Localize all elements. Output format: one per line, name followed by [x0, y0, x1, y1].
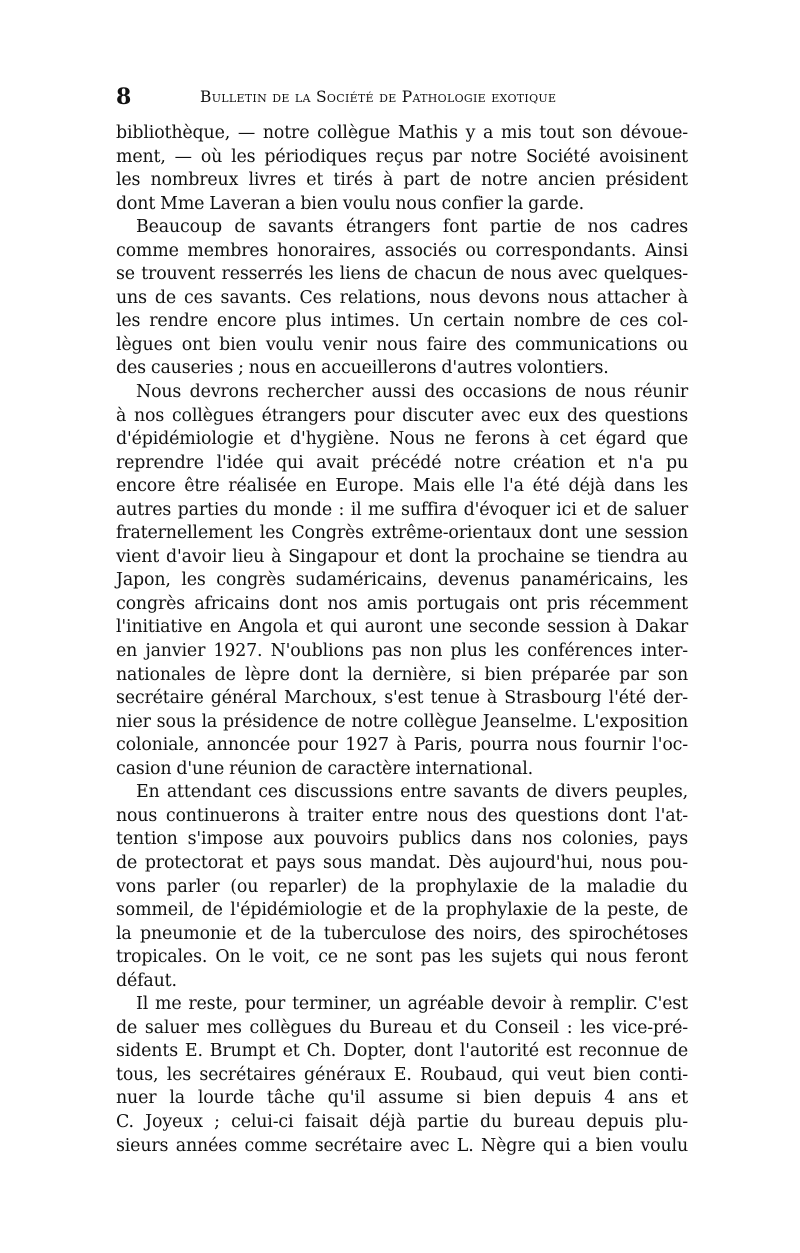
text-line: autres parties du monde : il me suffira d'évoquer ici et de saluer [116, 499, 688, 520]
text-line: bibliothèque, — notre collègue Mathis y a mis tout son dévoue- [116, 123, 688, 143]
text-line: vons parler (ou reparler) de la prophylaxie de la maladie du [116, 876, 688, 897]
text-line: sidents E. Brumpt et Ch. Dopter, dont l'autorité est reconnue de [116, 1041, 688, 1062]
text-line: dont Mme Laveran a bien voulu nous confier la garde. [116, 193, 584, 214]
text-line: coloniale, annoncée pour 1927 à Paris, pourra nous fournir l'oc- [116, 735, 688, 756]
text-line: défaut. [116, 970, 177, 991]
text-line: comme membres honoraires, associés ou correspondants. Ainsi [116, 240, 688, 261]
text-line: se trouvent resserrés les liens de chacun de nous avec quelques- [116, 264, 688, 285]
text-line: Nous devrons rechercher aussi des occasions de nous réunir [136, 382, 688, 403]
text-line: nier sous la présidence de notre collègue Jeanselme. L'exposition [116, 711, 688, 732]
text-line: fraternellement les Congrès extrême-orientaux dont une session [116, 523, 688, 544]
text-line: tropicales. On le voit, ce ne sont pas les sujets qui nous feront [116, 947, 688, 968]
text-line: uns de ces savants. Ces relations, nous devons nous attacher à [116, 287, 688, 308]
running-header [116, 82, 692, 112]
text-line: la pneumonie et de la tuberculose des noirs, des spirochétoses [116, 923, 688, 944]
text-line: Il me reste, pour terminer, un agréable devoir à remplir. C'est [136, 994, 688, 1015]
text-line: de saluer mes collègues du Bureau et du Conseil : les vice-pré- [116, 1017, 688, 1038]
text-line: encore être réalisée en Europe. Mais elle l'a été déjà dans les [116, 476, 688, 497]
text-line: congrès africains dont nos amis portugais ont pris récemment [116, 593, 688, 614]
text-line: des causeries ; nous en accueillerons d'autres volontiers. [116, 358, 609, 379]
text-line: secrétaire général Marchoux, s'est tenue à Strasbourg l'été der- [116, 688, 688, 709]
text-line: de protectorat et pays sous mandat. Dès aujourd'hui, nous pou- [116, 852, 688, 873]
text-line: En attendant ces discussions entre savants de divers peuples, [136, 782, 688, 803]
text-line: reprendre l'idée qui avait précédé notre création et n'a pu [116, 452, 688, 473]
text-line: lègues ont bien voulu venir nous faire des communications ou [116, 334, 688, 355]
text-line: vient d'avoir lieu à Singapour et dont la prochaine se tiendra au [116, 546, 688, 567]
text-line: tous, les secrétaires généraux E. Roubaud, qui veut bien conti- [116, 1064, 688, 1085]
text-line: C. Joyeux ; celui-ci faisait déjà partie du bureau depuis plu- [116, 1111, 688, 1132]
text-line: sommeil, de l'épidémiologie et de la prophylaxie de la peste, de [116, 900, 688, 921]
text-line: tention s'impose aux pouvoirs publics dans nos colonies, pays [116, 829, 688, 850]
text-line: à nos collègues étrangers pour discuter avec eux des questions [116, 405, 688, 426]
text-line: Japon, les congrès sudaméricains, devenus panaméricains, les [116, 570, 688, 591]
text-line: Beaucoup de savants étrangers font partie de nos cadres [136, 217, 688, 238]
text-line: ment, — où les périodiques reçus par notre Société avoisinent [116, 146, 688, 167]
page-number: 8 [116, 84, 132, 110]
text-line: sieurs années comme secrétaire avec L. Nègre qui a bien voulu [116, 1135, 688, 1156]
text-line: les nombreux livres et tirés à part de notre ancien président [116, 170, 688, 191]
text-line: d'épidémiologie et d'hygiène. Nous ne ferons à cet égard que [116, 429, 688, 450]
text-line: les rendre encore plus intimes. Un certain nombre de ces col- [116, 311, 688, 332]
journal-title: Bulletin de la Société de Pathologie exotique [200, 88, 557, 106]
text-line: nationales de lèpre dont la dernière, si bien préparée par son [116, 664, 688, 685]
text-line: l'initiative en Angola et qui auront une seconde session à Dakar [116, 617, 688, 638]
text-line: nuer la lourde tâche qu'il assume si bien depuis 4 ans et [116, 1088, 688, 1109]
text-line: en janvier 1927. N'oublions pas non plus les conférences inter- [116, 641, 688, 662]
body-text [116, 122, 688, 1158]
text-line: nous continuerons à traiter entre nous des questions dont l'at- [116, 805, 688, 826]
text-line: casion d'une réunion de caractère international. [116, 758, 533, 779]
